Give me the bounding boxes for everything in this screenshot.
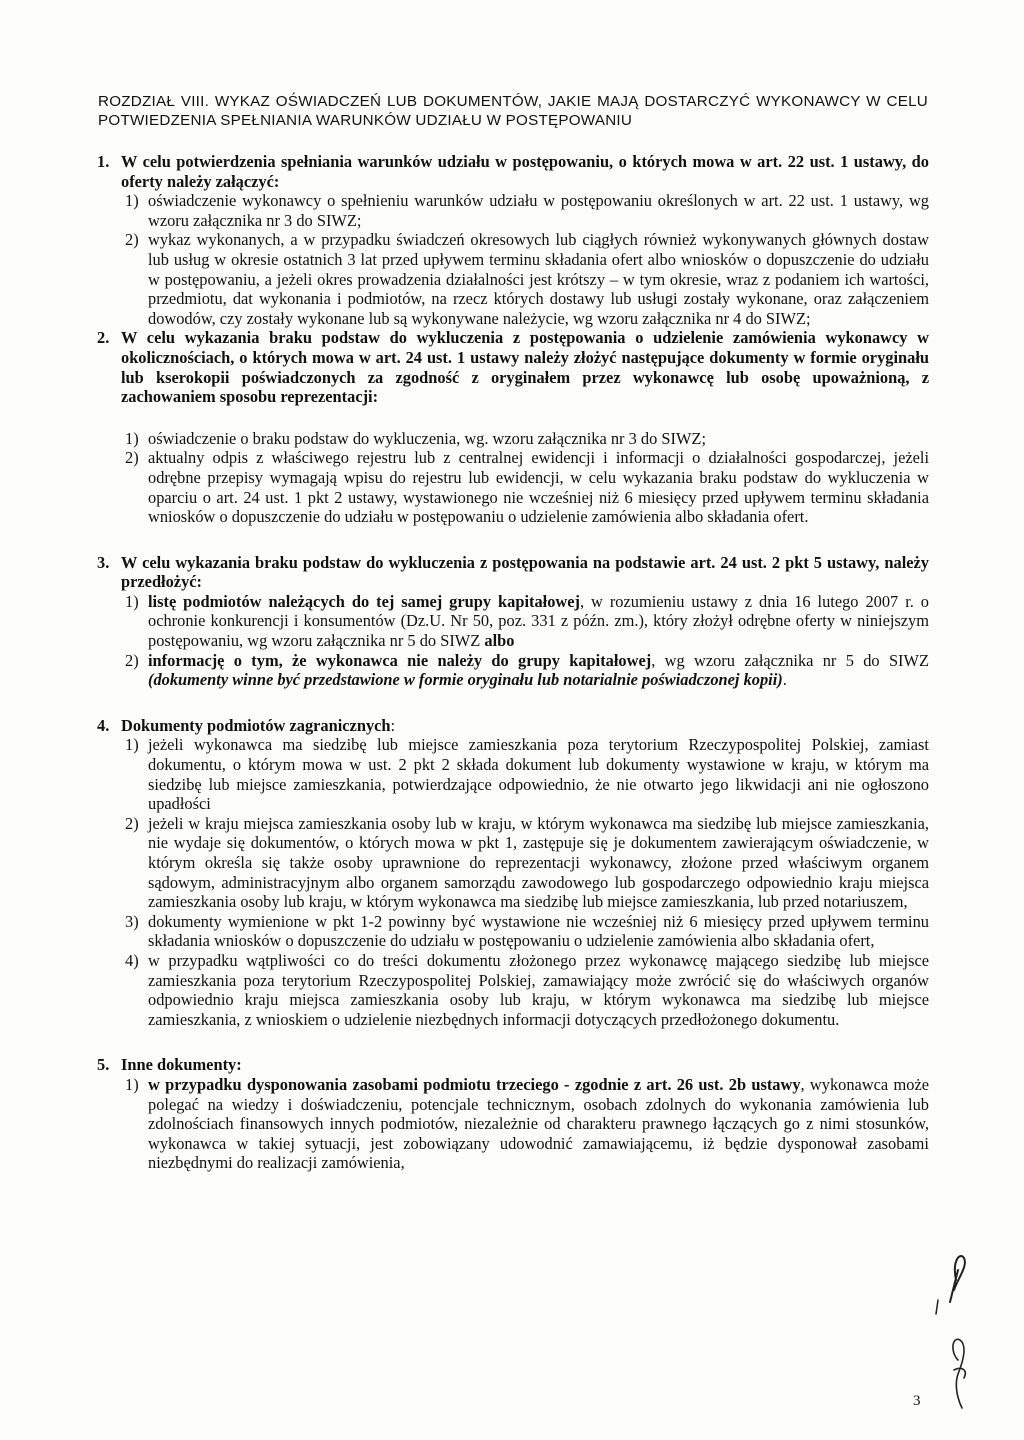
section-heading-tail: : (390, 715, 396, 735)
item-number: 1) (125, 428, 139, 448)
item-text: wykaz wykonanych, a w przypadku świadczeń okresowych lub ciągłych również wykonywanych głównych dostaw lub usług w okresie ostatnich 3 lat przed upływem terminu składania ofert albo wniosków o dopuszczenie do udziału w postępowaniu, a jeżeli okres prowadzenia działalności jest krótszy – w tym okresie, wraz z podaniem ich wartości, przedmiotu, dat wykonania i podmiotów, na rzecz których dostawy lub usługi zostały wykonane, oraz załączeniem dowodów, czy zostały wykonane lub są wykonywane należycie, wg wzoru załącznika nr 4 do SIWZ; (148, 230, 929, 328)
page-number: 3 (913, 1393, 921, 1409)
item-number: 2) (125, 650, 139, 670)
item-number: 2) (125, 813, 139, 833)
list-item (121, 191, 929, 230)
section-heading: W celu wykazania braku podstaw do wykluczenia z postępowania o udzielenie zamówienia wykonawcy w okolicznościach, o których mowa w art. 24 ust. 1 ustawy należy złożyć następujące dokumenty w formie oryginału lub kserokopii poświadczonych za zgodność z oryginałem przez wykonawcę lub osobę upoważnioną, z zachowaniem sposobu reprezentacji: (121, 328, 929, 407)
item-bold-italic-text: (dokumenty winne być przedstawione w formie oryginału lub notarialnie poświadczonej kopii) (148, 670, 783, 690)
item-number: 4) (125, 950, 139, 970)
item-bold-tail: albo (484, 631, 515, 651)
item-number: 2) (125, 448, 139, 468)
section-5 (97, 1055, 929, 1173)
item-bold-text: informację o tym, że wykonawca nie należy do grupy kapitałowej (148, 650, 652, 670)
item-bold-text: w przypadku dysponowania zasobami podmiotu trzeciego - zgodnie z art. 26 ust. 2b ustawy (148, 1074, 801, 1094)
section-heading: Inne dokumenty: (121, 1055, 242, 1075)
list-item (121, 735, 929, 813)
item-text: jeżeli w kraju miejsca zamieszkania osoby lub w kraju, w którym wykonawca ma siedzibę lub miejsce zamieszkania, nie wydaje się dokumentów, o których mowa w pkt 1, zastępuje się je dokumentem zawierającym oświadczenie, w którym określa się także osoby uprawnione do reprezentacji wykonawcy, złożone przed właściwym organem sądowym, administracyjnym albo organem samorządu zawodowego lub gospodarczego odpowiednio kraju miejsca zamieszkania osoby lub kraju, w którym wykonawca ma siedzibę lub miejsce zamieszkania, lub przed notariuszem, (148, 813, 929, 912)
list-item (121, 1075, 929, 1173)
list-item (121, 429, 929, 449)
list-item (121, 912, 929, 951)
list-item (121, 592, 929, 651)
item-text: aktualny odpis z właściwego rejestru lub z centralnej ewidencji i informacji o działalności gospodarczej, jeżeli odrębne przepisy wymagają wpisu do rejestru lub ewidencji, w celu wykazania braku podstaw do wykluczenia w oparciu o art. 24 ust. 1 pkt 2 ustawy, wystawionego nie wcześniej niż 6 miesięcy przed upływem terminu składania wniosków o dopuszczenie do udziału w postępowaniu o udzielenie zamówienia albo składania ofert. (148, 448, 929, 527)
item-text: oświadczenie wykonawcy o spełnieniu warunków udziału w postępowaniu określonych w art. 22 ust. 1 ustawy, wg wzoru załącznika nr 3 do SIWZ; (148, 191, 929, 230)
item-text: , wykonawca może polegać na wiedzy i doświadczeniu, potencjale technicznym, osobach zdolnych do wykonania zamówienia lub zdolnościach finansowych innych podmiotów, niezależnie od charakteru prawnego łączących go z nimi stosunków, wykonawca w takiej sytuacji, jest zobowiązany udowodnić zamawiającemu, iż będzie dysponował zasobami niezbędnymi do realizacji zamówienia, (148, 1074, 929, 1173)
section-number: 4. (97, 715, 110, 735)
item-text: , wg wzoru załącznika nr 5 do SIWZ (651, 650, 929, 670)
list-item (121, 448, 929, 526)
item-tail: . (782, 670, 787, 690)
section-number: 5. (97, 1055, 110, 1075)
section-3 (97, 553, 929, 690)
item-text: , w rozumieniu ustawy z dnia 16 lutego 2007 r. o ochronie konkurencji i konsumentów (Dz.U. Nr 50, poz. 331 z późn. zm.), który złożył odrębne oferty w niniejszym postępowaniu, wg wzoru załącznika nr 5 do SIWZ (148, 591, 929, 651)
handwritten-initials (928, 1240, 988, 1420)
item-bold-text: listę podmiotów należących do tej samej grupy kapitałowej (148, 591, 580, 611)
item-number: 1) (125, 735, 139, 755)
section-1 (97, 152, 929, 328)
list-item (121, 951, 929, 1029)
list-item (121, 651, 929, 690)
section-4 (97, 716, 929, 1030)
item-number: 1) (125, 1074, 139, 1094)
item-text: jeżeli wykonawca ma siedzibę lub miejsce zamieszkania poza terytorium Rzeczypospolitej Polskiej, zamiast dokumentu, o którym mowa w ust. 2 pkt 2 składa dokument lub dokumenty wystawione w kraju, w którym ma siedzibę lub miejsce zamieszkania, potwierdzające odpowiednio, że nie otwarto jego likwidacji ani nie ogłoszono upadłości (148, 735, 929, 814)
section-number: 3. (97, 552, 110, 572)
document-body (97, 152, 929, 1173)
list-item (121, 814, 929, 912)
item-text: oświadczenie o braku podstaw do wykluczenia, wg. wzoru załącznika nr 3 do SIWZ; (148, 428, 707, 448)
section-number: 2. (97, 328, 110, 348)
item-text: dokumenty wymienione w pkt 1-2 powinny być wystawione nie wcześniej niż 6 miesięcy przed upływem terminu składania wniosków o dopuszczenie do udziału w postępowaniu o udzielenie zamówienia albo składania ofert, (148, 911, 929, 951)
item-number: 2) (125, 230, 139, 250)
section-heading: W celu potwierdzenia spełniania warunków udziału w postępowaniu, o których mowa w art. 22 ust. 1 ustawy, do oferty należy załączyć: (121, 152, 929, 191)
section-number: 1. (97, 152, 110, 171)
item-number: 3) (125, 911, 139, 931)
section-heading: Dokumenty podmiotów zagranicznych (121, 715, 391, 735)
list-item (121, 230, 929, 328)
section-heading: W celu wykazania braku podstaw do wykluczenia z postępowania na podstawie art. 24 ust. 2 pkt 5 ustawy, należy przedłożyć: (121, 552, 929, 592)
item-number: 1) (125, 191, 139, 211)
item-number: 1) (125, 591, 139, 611)
item-text: w przypadku wątpliwości co do treści dokumentu złożonego przez wykonawcę mającego siedzibę lub miejsce zamieszkania poza terytorium Rzeczypospolitej Polskiej, zamawiający może zwrócić się do właściwych organów odpowiednio kraju miejsca zamieszkania osoby lub kraju, w którym wykonawca ma siedzibę lub miejsce zamieszkania, z wnioskiem o udzielenie niezbędnych informacji dotyczących przedłożonego dokumentu. (148, 950, 929, 1029)
section-2 (97, 328, 929, 526)
chapter-title: ROZDZIAŁ VIII. WYKAZ OŚWIADCZEŃ LUB DOKUMENTÓW, JAKIE MAJĄ DOSTARCZYĆ WYKONAWCY W CELU POTWIEDZENIA SPEŁNIANIA WARUNKÓW UDZIAŁU W POSTĘPOWANIU (98, 93, 928, 129)
